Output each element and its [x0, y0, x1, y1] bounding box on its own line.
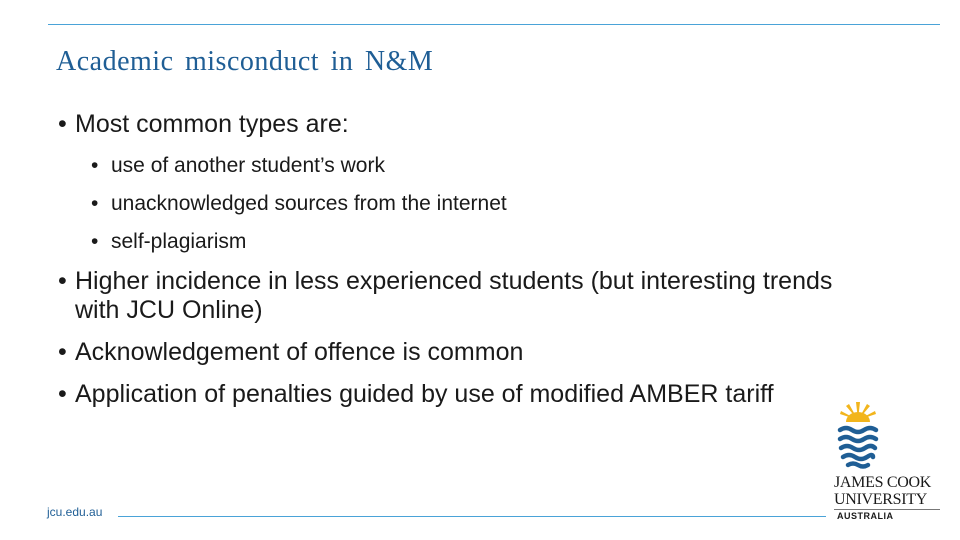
footer-url[interactable]: jcu.edu.au [47, 505, 103, 519]
logo-wordmark-line: UNIVERSITY [834, 491, 940, 510]
bullet-item: • Most common types are: [58, 110, 848, 139]
sun-waves-emblem-icon [834, 400, 884, 472]
bullet-item: • Higher incidence in less experienced students (but interesting trends with JCU Online) [58, 267, 848, 325]
top-divider [48, 24, 940, 25]
bottom-divider [118, 516, 826, 517]
logo-wordmark [834, 474, 940, 522]
bullet-item: • Application of penalties guided by use of modified AMBER tariff [58, 380, 848, 409]
sub-bullet-item: • unacknowledged sources from the internet [91, 191, 848, 216]
slide-title: Academic misconduct in N&M [56, 46, 434, 77]
slide-body [58, 110, 848, 422]
sub-bullet-list [91, 153, 848, 254]
logo-wordmark-line: JAMES COOK [834, 474, 932, 491]
sub-bullet-item: • self-plagiarism [91, 229, 848, 254]
sub-bullet-item: • use of another student’s work [91, 153, 848, 178]
university-logo [834, 400, 940, 522]
logo-country: AUSTRALIA [837, 511, 894, 521]
bullet-item: • Acknowledgement of offence is common [58, 338, 848, 367]
